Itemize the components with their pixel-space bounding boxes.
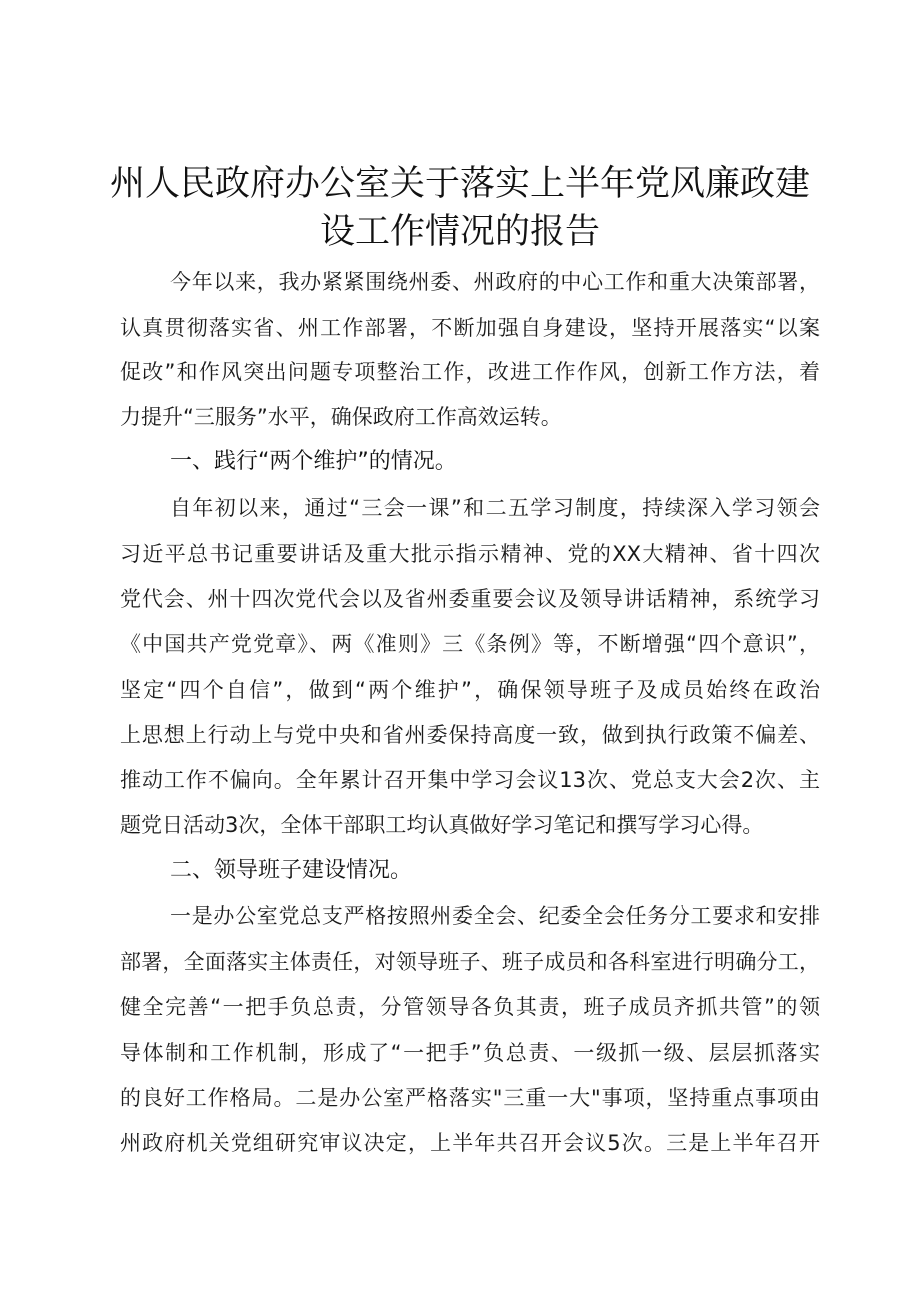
section-1-line: 《中国共产党党章》、两《准则》三《条例》等，不断增强“四个意识”，: [120, 632, 820, 656]
section-1-line: 党代会、州十四次党代会以及省州委重要会议及领导讲话精神，系统学习: [120, 587, 820, 611]
section-1-line: 坚定“四个自信”，做到“两个维护”，确保领导班子及成员始终在政治: [120, 678, 820, 702]
section-1-heading: 一、践行“两个维护”的情况。: [170, 449, 457, 474]
section-1-line: 推动工作不偏向。全年累计召开集中学习会议13次、党总支大会2次、主: [120, 768, 820, 792]
section-1-line: 上思想上行动上与党中央和省州委保持高度一致，做到执行政策不偏差、: [120, 723, 820, 747]
document-title-line-1: 州人民政府办公室关于落实上半年党风廉政建: [109, 164, 810, 204]
section-2-line: 州政府机关党组研究审议决定，上半年共召开会议5次。三是上半年召开: [120, 1131, 820, 1155]
section-2-line: 部署，全面落实主体责任，对领导班子、班子成员和各科室进行明确分工，: [120, 950, 820, 974]
section-2-heading: 二、领导班子建设情况。: [170, 858, 413, 883]
intro-line: 促改”和作风突出问题专项整治工作，改进工作作风，创新工作方法，着: [120, 360, 820, 384]
intro-line: 认真贯彻落实省、州工作部署，不断加强自身建设，坚持开展落实“以案: [120, 316, 820, 340]
section-1-line: 习近平总书记重要讲话及重大批示指示精神、党的XX大精神、省十四次: [120, 542, 820, 566]
section-2-line: 一是办公室党总支严格按照州委全会、纪委全会任务分工要求和安排: [170, 904, 820, 928]
intro-line: 力提升“三服务”水平，确保政府工作高效运转。: [120, 405, 562, 429]
section-1-line: 题党日活动3次，全体干部职工均认真做好学习笔记和撰写学习心得。: [120, 813, 764, 837]
intro-line: 今年以来，我办紧紧围绕州委、州政府的中心工作和重大决策部署，: [170, 270, 820, 294]
section-2-line: 健全完善“一把手负总责，分管领导各负其责，班子成员齐抓共管”的领: [120, 995, 820, 1019]
section-1-line: 自年初以来，通过“三会一课”和二五学习制度，持续深入学习领会: [170, 496, 820, 520]
document-title-line-2: 设工作情况的报告: [319, 212, 600, 252]
section-2-line: 导体制和工作机制，形成了“一把手”负总责、一级抓一级、层层抓落实: [120, 1041, 820, 1065]
section-2-line: 的良好工作格局。二是办公室严格落实"三重一大"事项，坚持重点事项由: [120, 1086, 820, 1110]
